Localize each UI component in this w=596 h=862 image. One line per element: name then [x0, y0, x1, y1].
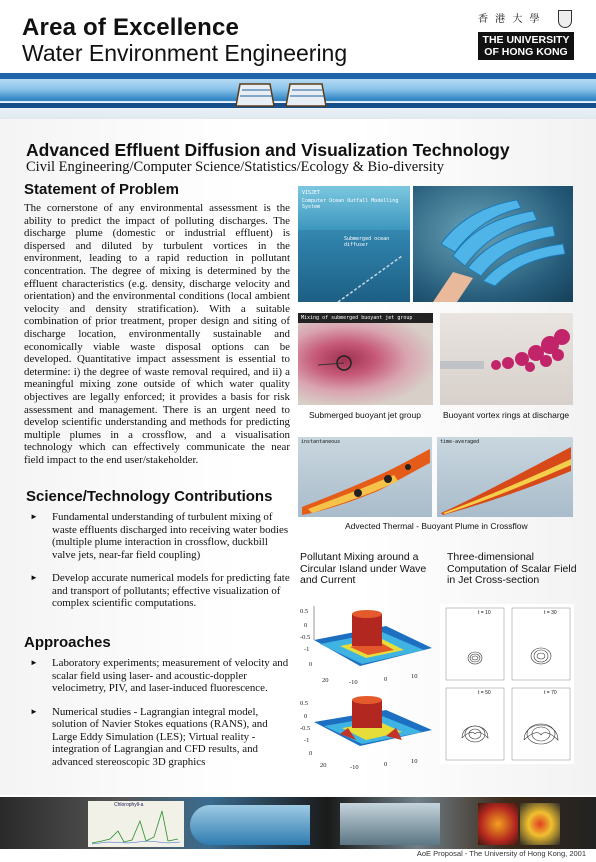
contributions-heading: Science/Technology Contributions — [26, 488, 273, 505]
jet-group-caption: Submerged buoyant jet group — [309, 410, 421, 420]
hku-logo — [478, 10, 574, 62]
chlorophyll-chart-image: Chlorophyll-a — [88, 801, 184, 847]
vortex-caption: Buoyant vortex rings at discharge — [443, 410, 570, 420]
scalar-plot-title: Three-dimensional Computation of Scalar Field in Jet Cross-section — [447, 551, 577, 586]
approaches-list — [30, 657, 292, 779]
plume-3d-image — [413, 186, 573, 302]
jet-group-photo: Mixing of submerged buoyant jet group — [298, 313, 433, 405]
ocean-diffuser-image: VISJET Computer Ocean Outfall Modelling System Submerged ocean diffuser — [298, 186, 410, 302]
bullet-arrow-icon: ► — [30, 512, 38, 521]
header-subtitle: Water Environment Engineering — [22, 40, 348, 66]
bullet-arrow-icon: ► — [30, 658, 38, 667]
island-plot-title: Pollutant Mixing around a Circular Island under Wave and Current — [300, 551, 427, 586]
logo-university-name: THE UNIVERSITY OF HONG KONG — [478, 32, 574, 60]
island-surface-plot-2 — [300, 692, 436, 760]
list-item: ► Numerical studies - Lagrangian integral model, solution of Navier Stokes equations (RANS), and Large Eddy Simulation (LES); Virtual reality - integration of Lagrangian and CFD results, and advanced stereoscopic 3D graphics — [30, 705, 268, 768]
instantaneous-plume-image: instantaneous — [298, 437, 432, 517]
header-title: Area of Excellence — [22, 14, 240, 41]
problem-text: The cornerstone of any environmental assessment is the ability to predict the impact of polluting discharges. The discharge plume (domestic or industrial effluent) is dispersed and diluted by turbulent vortices in the environment, leading to a rapid reduction in pollutant concentration. The degree of mixing is determined by the effluent characteristics (e.g. density, discharge velocity and orientation) and the environmental conditions (local ambient velocity and density stratification). With a suitable combination of prior treatment, proper design and siting of discharge location, environmentally sustainable and economically viable waste disposal options can be developed. Quantitative impact assessment is essential to determine: i) the degree of waste removal required, and ii) a meaningful mixing zone outside of which water quality objectives are legally enforced; it provides a basis for risk assessment and management. There is an urgent need to develop scientific understanding and methods for predicting multiple plumes in a crossflow, and a visualisation technology which can effectively communicate the near field impact to the end user/stakeholder. — [24, 202, 290, 466]
footer-credit: AoE Proposal - The University of Hong Kong, 2001 — [416, 849, 586, 858]
beach-chairs-icon — [230, 78, 340, 112]
list-item: ► Fundamental understanding of turbulent mixing of waste effluents discharged into receiving water bodies (multiple plume interaction in crossflow, duckbill valve jets, near-far field coupling) — [30, 511, 289, 561]
scalar-panels — [440, 604, 574, 764]
time-averaged-plume-image: time-averaged — [437, 437, 573, 517]
poster-subtitle: Civil Engineering/Computer Science/Statistics/Ecology & Bio-diversity — [26, 159, 445, 175]
thermal-caption: Advected Thermal - Buoyant Plume in Crossflow — [345, 521, 528, 531]
bullet-arrow-icon: ► — [30, 573, 38, 582]
poster-title: Advanced Effluent Diffusion and Visualization Technology — [26, 140, 510, 160]
footer-image-strip — [0, 797, 596, 849]
list-item: ► Laboratory experiments; measurement of velocity and scalar field using laser- and acoustic-doppler velocimetry, PIV, and laser-induced fluorescence. — [30, 657, 289, 694]
approaches-heading: Approaches — [24, 634, 111, 651]
contributions-list — [30, 511, 292, 621]
problem-heading: Statement of Problem — [24, 181, 180, 198]
vortex-rings-photo — [440, 313, 573, 405]
crest-icon — [558, 10, 572, 28]
bullet-arrow-icon: ► — [30, 706, 38, 716]
beach-banner-image — [0, 73, 596, 119]
list-item: ► Develop accurate numerical models for predicting fate and transport of pollutants; effective visualization of complex scientific computations. — [30, 572, 290, 609]
logo-chinese-text: 香 港 大 學 — [478, 14, 542, 25]
